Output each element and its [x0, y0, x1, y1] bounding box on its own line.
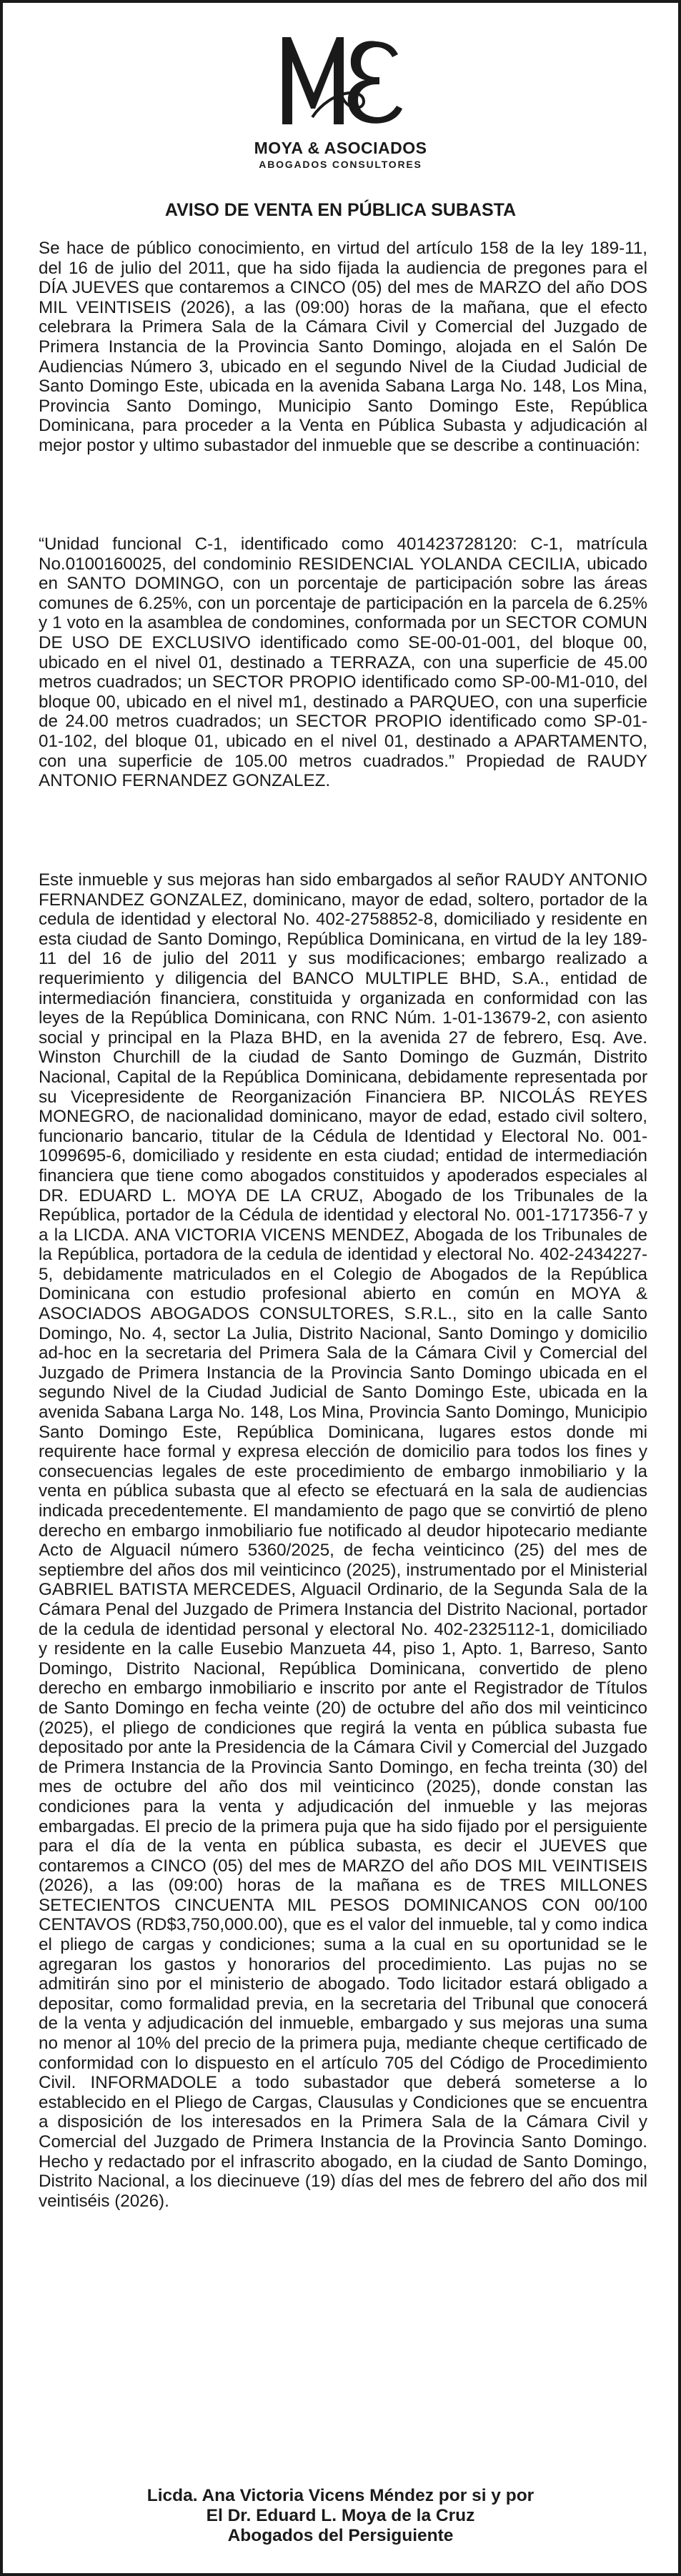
signature-line-1: Licda. Ana Victoria Vicens Méndez por si y por — [146, 2486, 535, 2505]
me-monogram-logo — [269, 24, 412, 131]
signature-line-2: El Dr. Eduard L. Moya de la Cruz — [206, 2506, 475, 2525]
firm-logo — [3, 24, 678, 131]
firm-name: MOYA & ASOCIADOS — [254, 139, 427, 157]
notice-paragraph-property: “Unidad funcional C-1, identificado como 401423728120: C-1, matrícula No.0100160025, del condominio RESIDENCIAL YOLANDA CECILIA, ubicado en SANTO DOMINGO, con un porcentaje de participación sobre las áreas comunes de 6.25%, con un porcentaje de participación en la parcela de 6.25% y 1 voto en la asamblea de condomines, conformada por un SECTOR COMUN DE USO DE EXCLUSIVO identificado como SE-00-01-001, del bloque 00, ubicado en el nivel 01, destinado a TERRAZA, con una superficie de 45.00 metros cuadrados; un SECTOR PROPIO identificado como SP-00-M1-010, del bloque 00, ubicado en el nivel m1, destinado a PARQUEO, con una superficie de 24.00 metros cuadrados; un SECTOR PROPIO identificado como SP-01-01-102, del bloque 01, ubicado en el nivel 01, destinado a APARTAMENTO, con una superficie de 105.00 metros cuadrados.” Propiedad de RAUDY ANTONIO FERNANDEZ GONZALEZ. — [39, 534, 647, 791]
notice-paragraph-intro: Se hace de público conocimiento, en virtud del artículo 158 de la ley 189-11, del 16 de julio del 2011, que ha sido fijada la audiencia de pregones para el DÍA JUEVES que contaremos a CINCO (05) del mes de MARZO del año DOS MIL VEINTISEIS (2026), a las (09:00) horas de la mañana, que el efecto celebrara la Primera Sala de la Cámara Civil y Comercial del Juzgado de Primera Instancia de la Provincia Santo Domingo, alojada en el Salón De Audiencias Número 3, ubicado en el segundo Nivel de la Ciudad Judicial de Santo Domingo Este, ubicada en la avenida Sabana Larga No. 148, Los Mina, Provincia Santo Domingo, Municipio Santo Domingo Este, República Dominicana, para proceder a la Venta en Pública Subasta y adjudicación al mejor postor y ultimo subastador del inmueble que se describe a continuación: — [39, 239, 647, 455]
notice-paragraph-seizure: Este inmueble y sus mejoras han sido embargados al señor RAUDY ANTONIO FERNANDEZ GONZALEZ, dominicano, mayor de edad, soltero, portador de la cedula de identidad y electoral No. 402-2758852-8, domiciliado y residente en esta ciudad de Santo Domingo, República Dominicana, en virtud de la ley 189-11 del 16 de julio del 2011 y sus modificaciones; embargo realizado a requerimiento y diligencia del BANCO MULTIPLE BHD, S.A., entidad de intermediación financiera, constituida y organizada en conformidad con las leyes de la República Dominicana, con RNC Núm. 1-01-13679-2, con asiento social y principal en la Plaza BHD, en la avenida 27 de febrero, Esq. Ave. Winston Churchill de la ciudad de Santo Domingo de Guzmán, Distrito Nacional, Capital de la República Dominicana, debidamente representada por su Vicepresidente de Reorganización Financiera BP. NICOLÁS REYES MONEGRO, de nacionalidad dominicano, mayor de edad, estado civil soltero, funcionario bancario, titular de la Cédula de Identidad y Electoral No. 001-1099695-6, domiciliado y residente en esta ciudad; entidad de intermediación financiera que tiene como abogados constituidos y apoderados especiales al DR. EDUARD L. MOYA DE LA CRUZ, Abogado de los Tribunales de la República, portador de la Cédula de identidad y electoral No. 001-1717356-7 y a la LICDA. ANA VICTORIA VICENS MENDEZ, Abogada de los Tribunales de la República, portadora de la cedula de identidad y electoral No. 402-2434227-5, debidamente matriculados en el Colegio de Abogados de la República Dominicana con estudio profesional abierto en común en MOYA & ASOCIADOS ABOGADOS CONSULTORES, S.R.L., sito en la calle Santo Domingo, No. 4, sector La Julia, Distrito Nacional, Santo Domingo y domicilio ad-hoc en la secretaria del Primera Sala de la Cámara Civil y Comercial del Juzgado de Primera Instancia de la Provincia Santo Domingo ubicada en el segundo Nivel de la Ciudad Judicial de Santo Domingo Este, ubicada en la avenida Sabana Larga No. 148, Los Mina, Provincia Santo Domingo, Municipio Santo Domingo Este, República Dominicana, lugares estos donde mi requirente hace formal y expresa elección de domicilio para todos los fines y consecuencias legales de este procedimiento de embargo inmobiliario y la venta en pública subasta que al efecto se efectuará en la sala de audiencias indicada precedentemente. El mandamiento de pago que se convirtió de pleno derecho en embargo inmobiliario fue notificado al deudor hipotecario mediante Acto de Alguacil número 5360/2025, de fecha veinticinco (25) del mes de septiembre del años dos mil veinticinco (2025), instrumentado por el Ministerial GABRIEL BATISTA MERCEDES, Alguacil Ordinario, de la Segunda Sala de la Cámara Penal del Juzgado de Primera Instancia del Distrito Nacional, portador de la cedula de identidad personal y electoral No. 402-2325112-1, domiciliado y residente en la calle Eusebio Manzueta 44, piso 1, Apto. 1, Barreso, Santo Domingo, Distrito Nacional, República Dominicana, convertido de pleno derecho en embargo inmobiliario e inscrito por ante el Registrador de Títulos de Santo Domingo en fecha veinte (20) de octubre del año dos mil veinticinco (2025), el pliego de condiciones que regirá la venta en pública subasta fue depositado por ante la Presidencia de la Cámara Civil y Comercial del Juzgado de Primera Instancia de la Provincia Santo Domingo, en fecha treinta (30) del mes de octubre del año dos mil veinticinco (2025), donde constan las condiciones para la venta y adjudicación del inmueble y las mejoras embargadas. El precio de la primera puja que ha sido fijado por el persiguiente para el día de la venta en pública subasta, es decir el JUEVES que contaremos a CINCO (05) del mes de MARZO del año DOS MIL VEINTISEIS (2026), a las (09:00) horas de la mañana es de TRES MILLONES SETECIENTOS CINCUENTA MIL PESOS DOMINICANOS CON 00/100 CENTAVOS (RD$3,750,000.00), que es el valor del inmueble, tal y como indica el pliego de cargas y condiciones; suma a la cual en su oportunidad se le agregaran los gastos y honorarios del procedimiento. Las pujas no se admitirán sino por el ministerio de abogado. Todo licitador estará obligado a depositar, como formalidad previa, en la secretaria del Tribunal que conocerá de la venta y adjudicación del inmueble, embargado y sus mejoras una suma no menor al 10% del precio de la primera puja, mediante cheque certificado de conformidad con lo dispuesto en el artículo 705 del Código de Procedimiento Civil. INFORMADOLE a todo subastador que deberá someterse a lo establecido en el Pliego de Cargas, Clausulas y Condiciones que se encuentra a disposición de los interesados en la Primera Sala de la Cámara Civil y Comercial del Juzgado de Primera Instancia de la Provincia Santo Domingo. Hecho y redactado por el infrascrito abogado, en la ciudad de Santo Domingo, Distrito Nacional, a los diecinueve (19) días del mes de febrero del año dos mil veintiséis (2026). — [39, 870, 647, 2211]
notice-title: AVISO DE VENTA EN PÚBLICA SUBASTA — [164, 200, 517, 220]
signature-line-3: Abogados del Persiguiente — [227, 2526, 454, 2545]
signature-block — [3, 2486, 678, 2546]
firm-subtitle: ABOGADOS CONSULTORES — [259, 159, 422, 170]
